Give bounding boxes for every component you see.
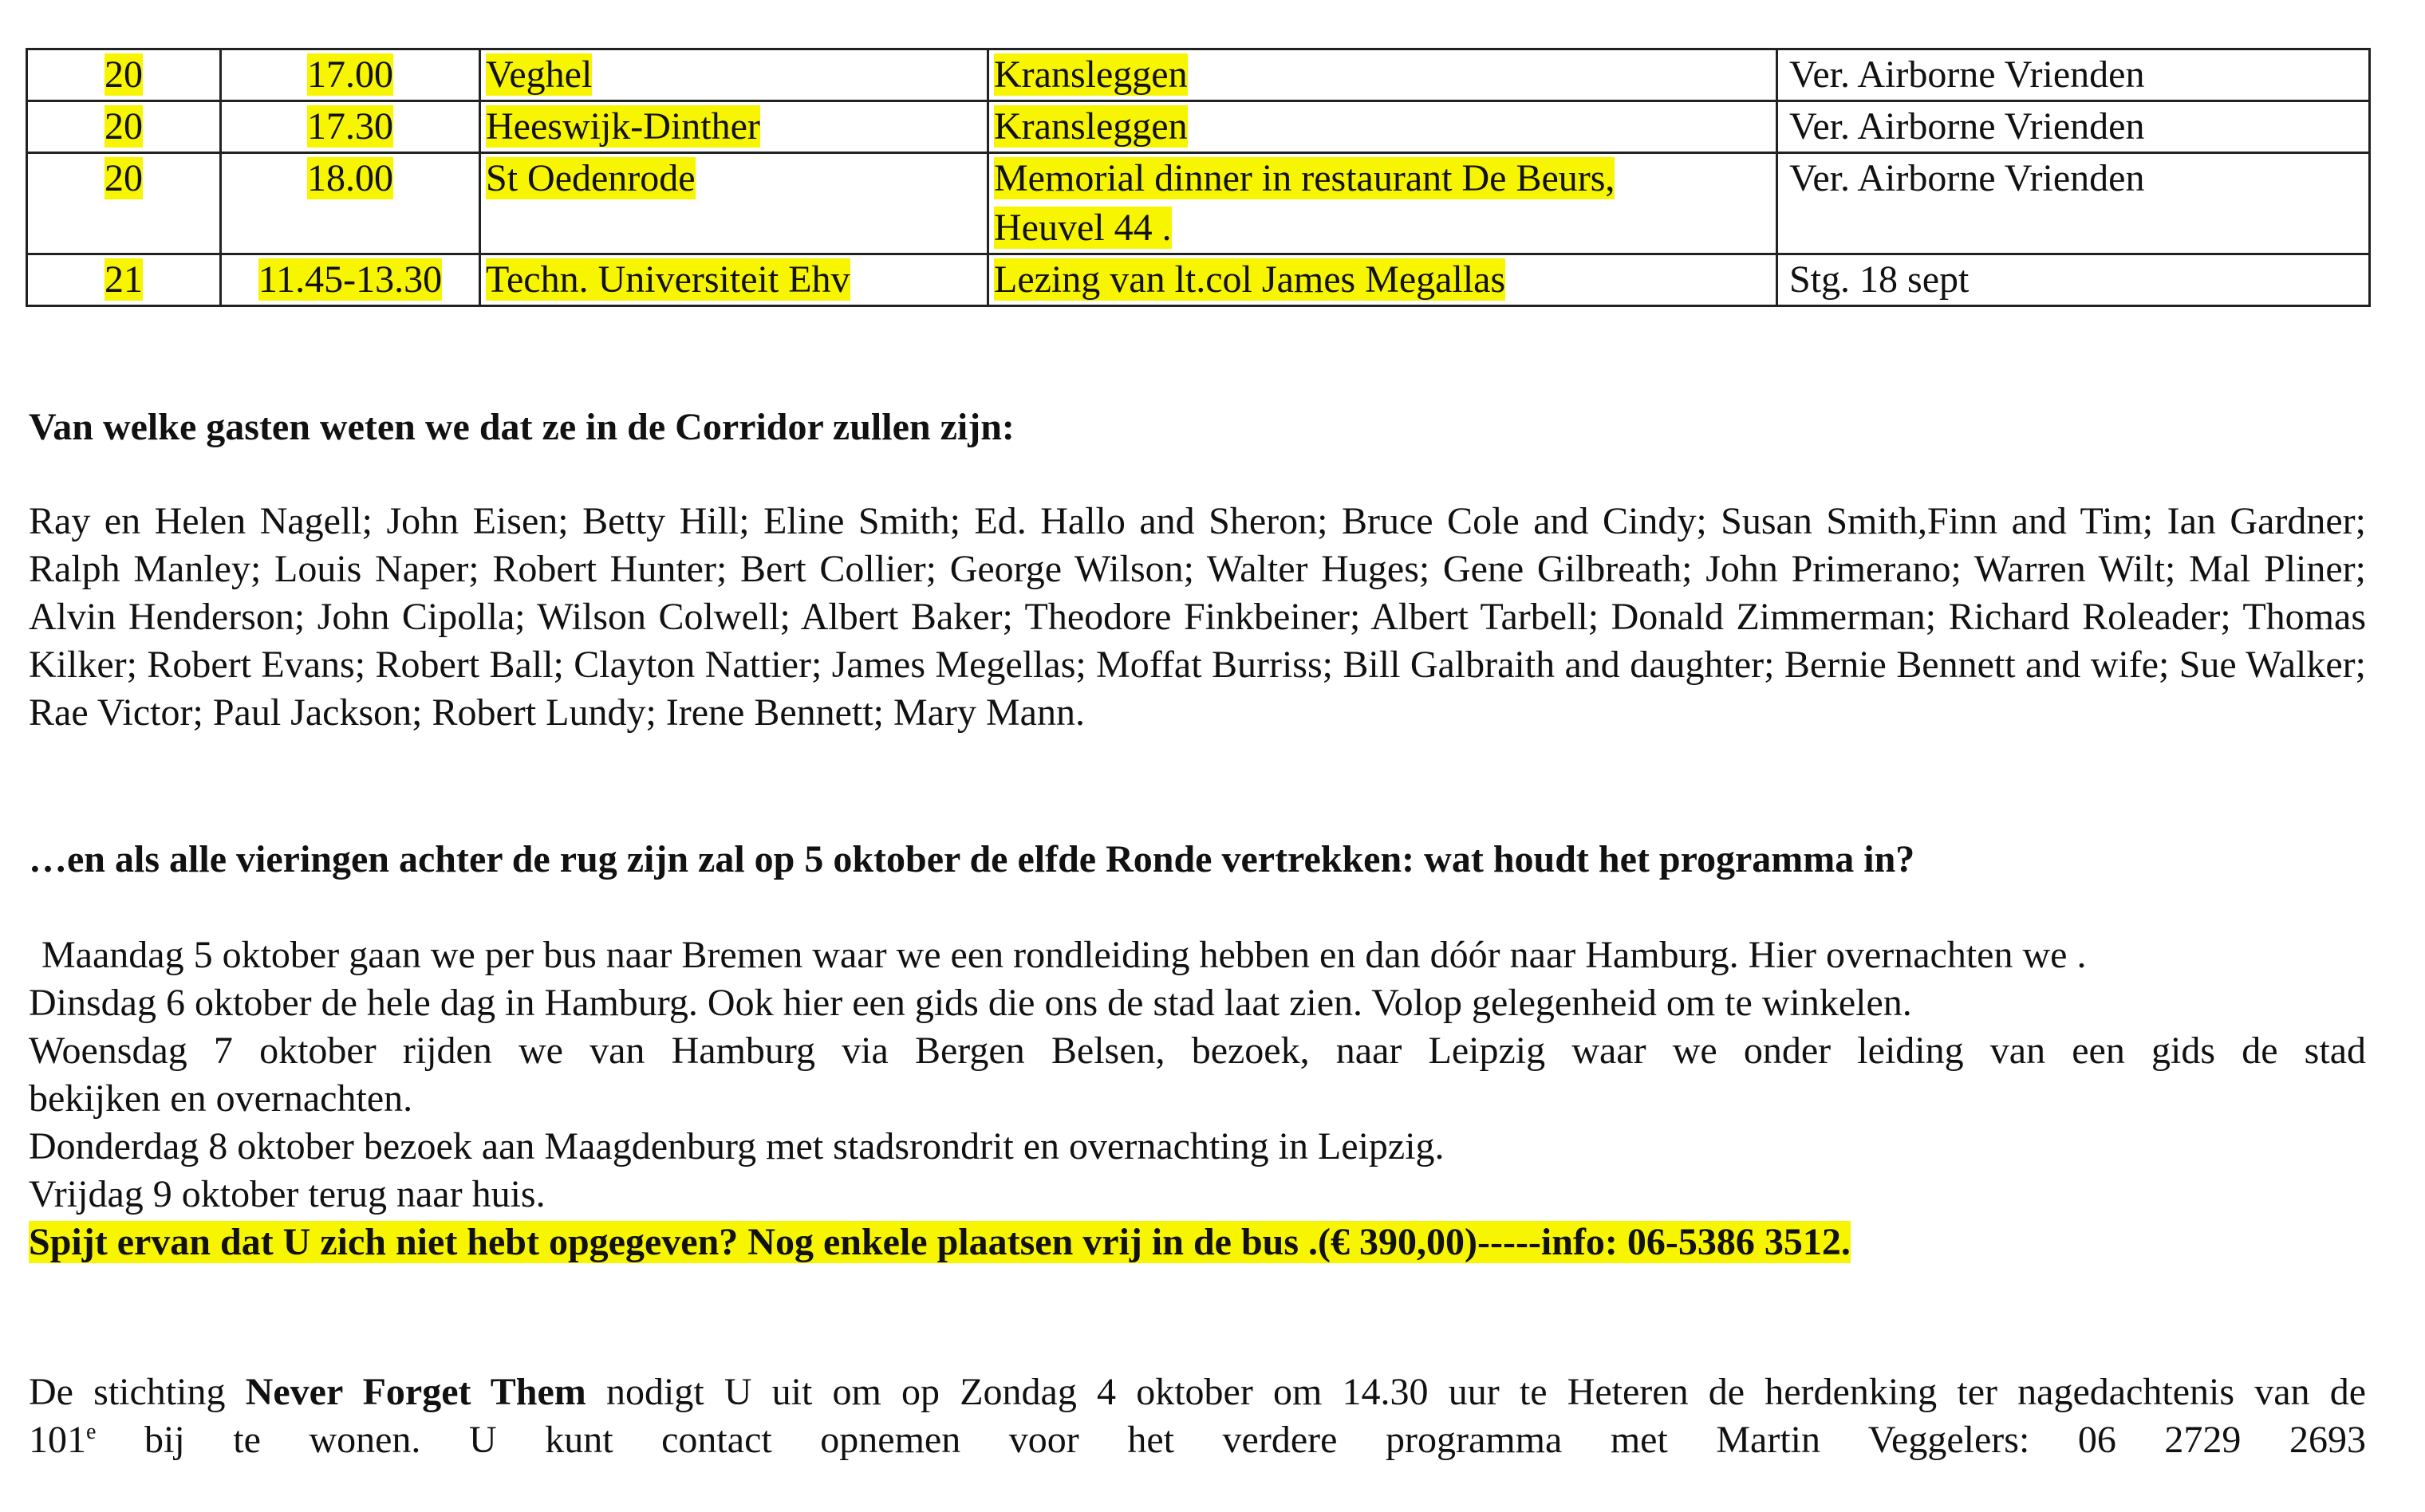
trip-line-monday: Maandag 5 oktober gaan we per bus naar Bremen waar we een rondleiding hebben en dan dóór naar Hamburg. Hier overnachten we . [41, 934, 2087, 976]
place-value: Veghel [486, 53, 593, 96]
activity-cell [988, 153, 1777, 254]
trip-promo: Spijt ervan dat U zich niet hebt opgegeven? Nog enkele plaatsen vrij in de bus .(€ 390,00)-----info: 06-5386 3512. [29, 1221, 1851, 1263]
trip-promo-line [29, 1219, 2366, 1266]
time-value: 17.30 [307, 105, 393, 148]
time-value: 17.00 [307, 53, 393, 96]
table-row [27, 153, 2370, 254]
activity-value: Memorial dinner in restaurant De Beurs, [994, 157, 1615, 199]
activity-value-line2: Heuvel 44 . [994, 207, 1172, 249]
organizer-cell [1777, 153, 2370, 254]
place-cell [480, 153, 988, 254]
table-row [27, 101, 2370, 153]
trip-line-wednesday: Woensdag 7 oktober rijden we van Hamburg via Bergen Belsen, bezoek, naar Leipzig waar we onder leiding van een gids de stad [29, 1030, 2366, 1072]
guest-list: Ray en Helen Nagell; John Eisen; Betty Hill; Eline Smith; Ed. Hallo and Sheron; Bruce Cole and Cindy; Susan Smith,Finn and Tim; Ian Gardner; Ralph Manley; Louis Naper; Robert Hunter; Bert Collier; George Wilson; Walter Huges; Gene Gilbreath; John Primerano; Warren Wilt; Mal Pliner; Alvin Henderson; John Cipolla; Wilson Colwell; Albert Baker; Theodore Finkbeiner; Albert Tarbell; Donald Zimmerman; Richard Roleader; Thomas Kilker; Robert Evans; Robert Ball; Clayton Nattier; James Megellas; Moffat Burriss; Bill Galbraith and daughter; Bernie Bennett and wife; Sue Walker; Rae Victor; Paul Jackson; Robert Lundy; Irene Bennett; Mary Mann. [29, 500, 2366, 734]
guests-heading: Van welke gasten weten we dat ze in de Corridor zullen zijn: [29, 406, 1015, 448]
table-row [27, 49, 2370, 101]
time-value: 11.45-13.30 [258, 258, 443, 301]
foundation-name: Never Forget Them [245, 1371, 586, 1413]
trip-line-tuesday: Dinsdag 6 oktober de hele dag in Hamburg. Ook hier een gids die ons de stad laat zien. Volop gelegenheid om te winkelen. [29, 982, 1912, 1024]
activity-value: Kransleggen [994, 53, 1188, 96]
trip-program [29, 931, 2366, 1266]
table-row [27, 254, 2370, 306]
place-value: St Oedenrode [486, 157, 696, 199]
activity-cell [988, 254, 1777, 306]
organizer-cell [1777, 49, 2370, 101]
place-cell [480, 101, 988, 153]
time-cell [221, 49, 480, 101]
organizer-value: Ver. Airborne Vrienden [1789, 157, 2145, 199]
foundation-post: nodigt U uit om op Zondag 4 oktober om 14.30 uur te Heteren de herdenking ter nagedachtenis van de [586, 1371, 2367, 1413]
foundation-number: 101 [29, 1419, 86, 1461]
activity-cell [988, 101, 1777, 153]
foundation-number-suffix: e [86, 1419, 97, 1444]
activity-value: Kransleggen [994, 105, 1188, 148]
organizer-cell [1777, 101, 2370, 153]
trip-line-wednesday-cont: bekijken en overnachten. [29, 1077, 413, 1120]
organizer-value: Stg. 18 sept [1789, 258, 1970, 301]
foundation-notice [29, 1368, 2366, 1464]
time-cell [221, 101, 480, 153]
time-cell [221, 153, 480, 254]
activity-value: Lezing van lt.col James Megallas [994, 258, 1506, 301]
day-value: 20 [104, 157, 143, 199]
time-value: 18.00 [307, 157, 393, 199]
organizer-cell [1777, 254, 2370, 306]
place-cell [480, 49, 988, 101]
organizer-value: Ver. Airborne Vrienden [1789, 53, 2145, 96]
schedule-table [26, 48, 2371, 307]
day-value: 20 [104, 105, 143, 148]
activity-cell [988, 49, 1777, 101]
foundation-contact: bij te wonen. U kunt contact opnemen voor het verdere programma met Martin Veggelers: 06 2729 2693 [96, 1419, 2366, 1461]
day-cell [27, 49, 221, 101]
foundation-pre: De stichting [29, 1371, 246, 1413]
day-cell [27, 153, 221, 254]
foundation-line1 [29, 1368, 2366, 1416]
trip-line-friday: Vrijdag 9 oktober terug naar huis. [29, 1173, 546, 1215]
place-value: Techn. Universiteit Ehv [486, 258, 850, 301]
day-cell [27, 254, 221, 306]
trip-heading: …en als alle vieringen achter de rug zijn zal op 5 oktober de elfde Ronde vertrekken: wat houdt het programma in? [29, 838, 1915, 880]
day-value: 21 [104, 258, 143, 301]
place-cell [480, 254, 988, 306]
place-value: Heeswijk-Dinther [486, 105, 760, 148]
organizer-value: Ver. Airborne Vrienden [1789, 105, 2145, 148]
time-cell [221, 254, 480, 306]
foundation-line2 [29, 1416, 2366, 1464]
day-value: 20 [104, 53, 143, 96]
day-cell [27, 101, 221, 153]
trip-line-thursday: Donderdag 8 oktober bezoek aan Maagdenburg met stadsrondrit en overnachting in Leipzig. [29, 1125, 1445, 1167]
